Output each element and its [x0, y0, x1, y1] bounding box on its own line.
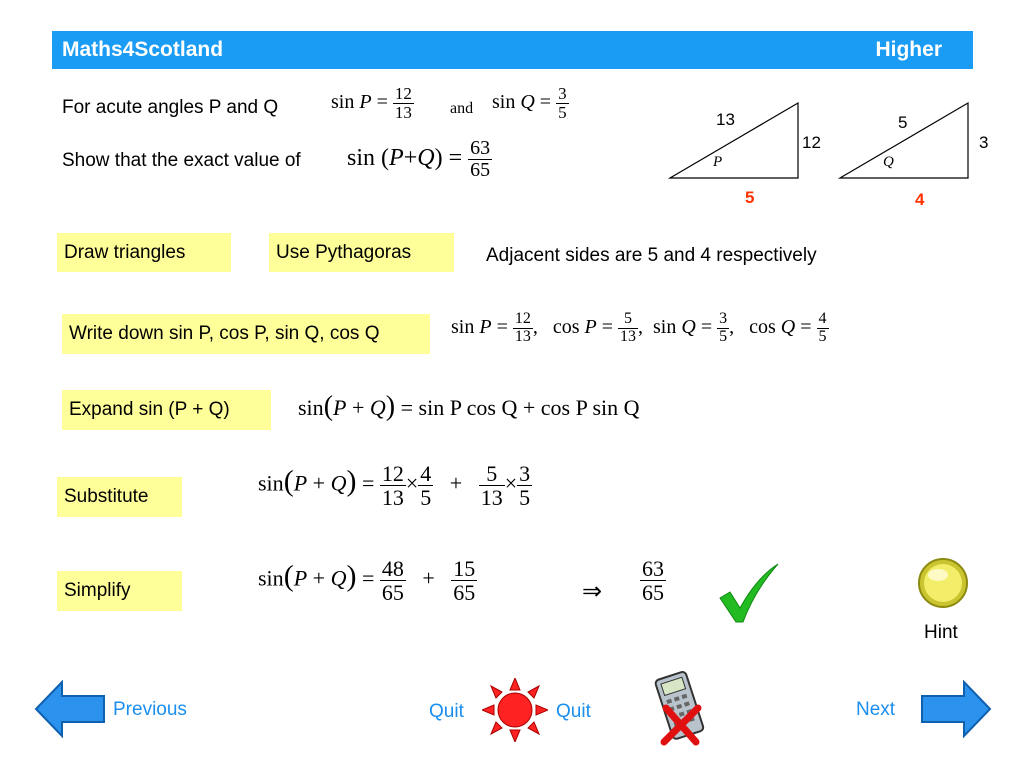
fraction — [618, 311, 638, 346]
and-word: and — [450, 100, 474, 117]
given-sinQ: sin Q = $\frac{3}{5}$ — [492, 84, 567, 122]
previous-link[interactable]: Previous — [113, 699, 187, 720]
result-fraction — [640, 557, 666, 604]
fraction — [479, 462, 505, 509]
numerator: 12 — [514, 310, 531, 327]
red-sun-icon[interactable] — [482, 678, 548, 742]
fraction — [468, 138, 492, 181]
var-Q: Q — [369, 395, 386, 420]
ratios-line: sin P = $\frac{12}{13}$ , cos P = $\frac{5}{13}$ , sin Q = $\frac{3}{5}$ , cos Q = $\frac{4}{5}$ — [451, 310, 827, 345]
fn-sin: sin — [331, 90, 355, 113]
triangle-P-opp: 12 — [802, 133, 821, 152]
denominator: 13 — [394, 102, 412, 122]
quit-link-left[interactable]: Quit — [429, 701, 464, 722]
left-arrow-icon[interactable] — [34, 680, 106, 738]
fraction — [513, 311, 533, 346]
paren-open: ( — [381, 145, 390, 172]
denominator: 65 — [470, 159, 491, 181]
var-Q: Q — [780, 315, 796, 338]
var-P: P — [359, 90, 372, 113]
var-Q: Q — [417, 145, 435, 172]
fraction — [418, 462, 433, 509]
simplification-line: sin(P + Q) = $\frac{48}{65}$ + $\frac{15}{65}$ — [258, 556, 476, 606]
fraction — [380, 557, 406, 604]
triangle-Q-opp: 3 — [979, 133, 989, 152]
substitute-button[interactable]: Substitute — [57, 477, 182, 517]
triangle-P-angle: P — [713, 154, 723, 170]
fraction — [640, 557, 666, 604]
var-P: P — [479, 315, 492, 338]
plus: + — [403, 145, 418, 172]
denominator: 5 — [519, 485, 531, 511]
header-bar — [52, 31, 973, 69]
expansion-rhs: sin P cos Q + cos P sin Q — [418, 395, 640, 420]
denominator: 13 — [514, 327, 531, 345]
numerator: 3 — [558, 84, 567, 103]
fraction — [393, 85, 414, 122]
fraction — [517, 462, 532, 509]
numerator: 4 — [818, 310, 827, 327]
fn-cos: cos — [552, 315, 580, 338]
hint-label[interactable]: Hint — [924, 622, 958, 643]
check-mark-icon — [718, 562, 780, 624]
var-P: P — [333, 395, 347, 420]
triangle-Q-adj: 4 — [915, 190, 925, 209]
var-Q: Q — [520, 90, 535, 113]
numerator: 5 — [618, 311, 638, 329]
numerator: 3 — [719, 310, 728, 327]
right-arrow-icon[interactable] — [920, 680, 992, 738]
question-line-2: Show that the exact value of — [62, 150, 301, 171]
numerator: 48 — [381, 556, 404, 581]
next-link[interactable]: Next — [856, 699, 896, 720]
triangle-P-hyp: 13 — [716, 110, 735, 129]
fraction — [717, 311, 729, 346]
expand-button[interactable]: Expand sin (P + Q) — [62, 390, 271, 430]
denominator: 5 — [420, 485, 432, 511]
denominator: 13 — [620, 327, 637, 345]
denominator: 65 — [642, 580, 664, 606]
numerator: 15 — [453, 556, 476, 581]
question-line-1: For acute angles P and Q — [62, 97, 279, 118]
denominator: 5 — [719, 327, 728, 345]
fn-sin: sin — [492, 90, 516, 113]
given-sinP: sin P = $\frac{12}{13}$ — [331, 84, 412, 122]
fraction — [451, 557, 477, 604]
denominator: 65 — [381, 580, 404, 606]
numerator: 12 — [381, 461, 404, 486]
fn-sin: sin — [298, 395, 324, 420]
fraction — [556, 85, 569, 122]
denominator: 13 — [480, 485, 503, 511]
fn-sin: sin — [451, 315, 475, 338]
fn-sin: sin — [653, 315, 677, 338]
draw-triangles-button[interactable]: Draw triangles — [57, 233, 231, 272]
var-Q: Q — [681, 315, 696, 338]
header-title: Maths4Scotland — [62, 38, 224, 61]
triangle-Q-angle: Q — [883, 154, 894, 170]
fraction — [380, 462, 406, 509]
denominator: 65 — [453, 580, 476, 606]
write-down-button[interactable]: Write down sin P, cos P, sin Q, cos Q — [62, 314, 430, 354]
fn-sin: sin — [347, 145, 376, 172]
denominator: 5 — [558, 102, 567, 122]
fn-cos: cos — [749, 315, 776, 338]
implies-symbol: ⇒ — [582, 579, 603, 605]
var-P: P — [389, 145, 404, 172]
paren-close: ) — [434, 145, 443, 172]
numerator: 3 — [519, 461, 531, 486]
substitution-line: sin(P + Q) = $\frac{12}{13}$ × $\frac{4}{5}$ + $\frac{5}{13}$ × $\frac{3}{5}$ — [258, 461, 531, 511]
expansion-line: sin(P + Q) = sin P cos Q + cos P sin Q — [298, 391, 640, 422]
fraction — [817, 311, 829, 346]
header-level: Higher — [875, 38, 942, 61]
denominator: 13 — [381, 485, 404, 511]
numerator: 12 — [394, 84, 412, 103]
numerator: 4 — [420, 461, 432, 486]
var-P: P — [584, 315, 597, 338]
pythagoras-result: Adjacent sides are 5 and 4 respectively — [486, 245, 817, 266]
numerator: 63 — [470, 137, 491, 159]
numerator: 63 — [642, 556, 664, 581]
numerator: 5 — [479, 462, 505, 486]
simplify-button[interactable]: Simplify — [57, 571, 182, 611]
hint-bulb-icon[interactable] — [915, 555, 971, 611]
triangle-P-adj: 5 — [745, 188, 755, 207]
denominator: 5 — [818, 327, 827, 345]
crossed-calculator-icon[interactable] — [650, 668, 712, 746]
quit-link-right[interactable]: Quit — [556, 701, 591, 722]
triangle-Q-hyp: 5 — [898, 113, 908, 132]
use-pythagoras-button[interactable]: Use Pythagoras — [269, 233, 454, 272]
target-equation: sin (P+Q) = $\frac{63}{65}$ — [347, 137, 491, 181]
